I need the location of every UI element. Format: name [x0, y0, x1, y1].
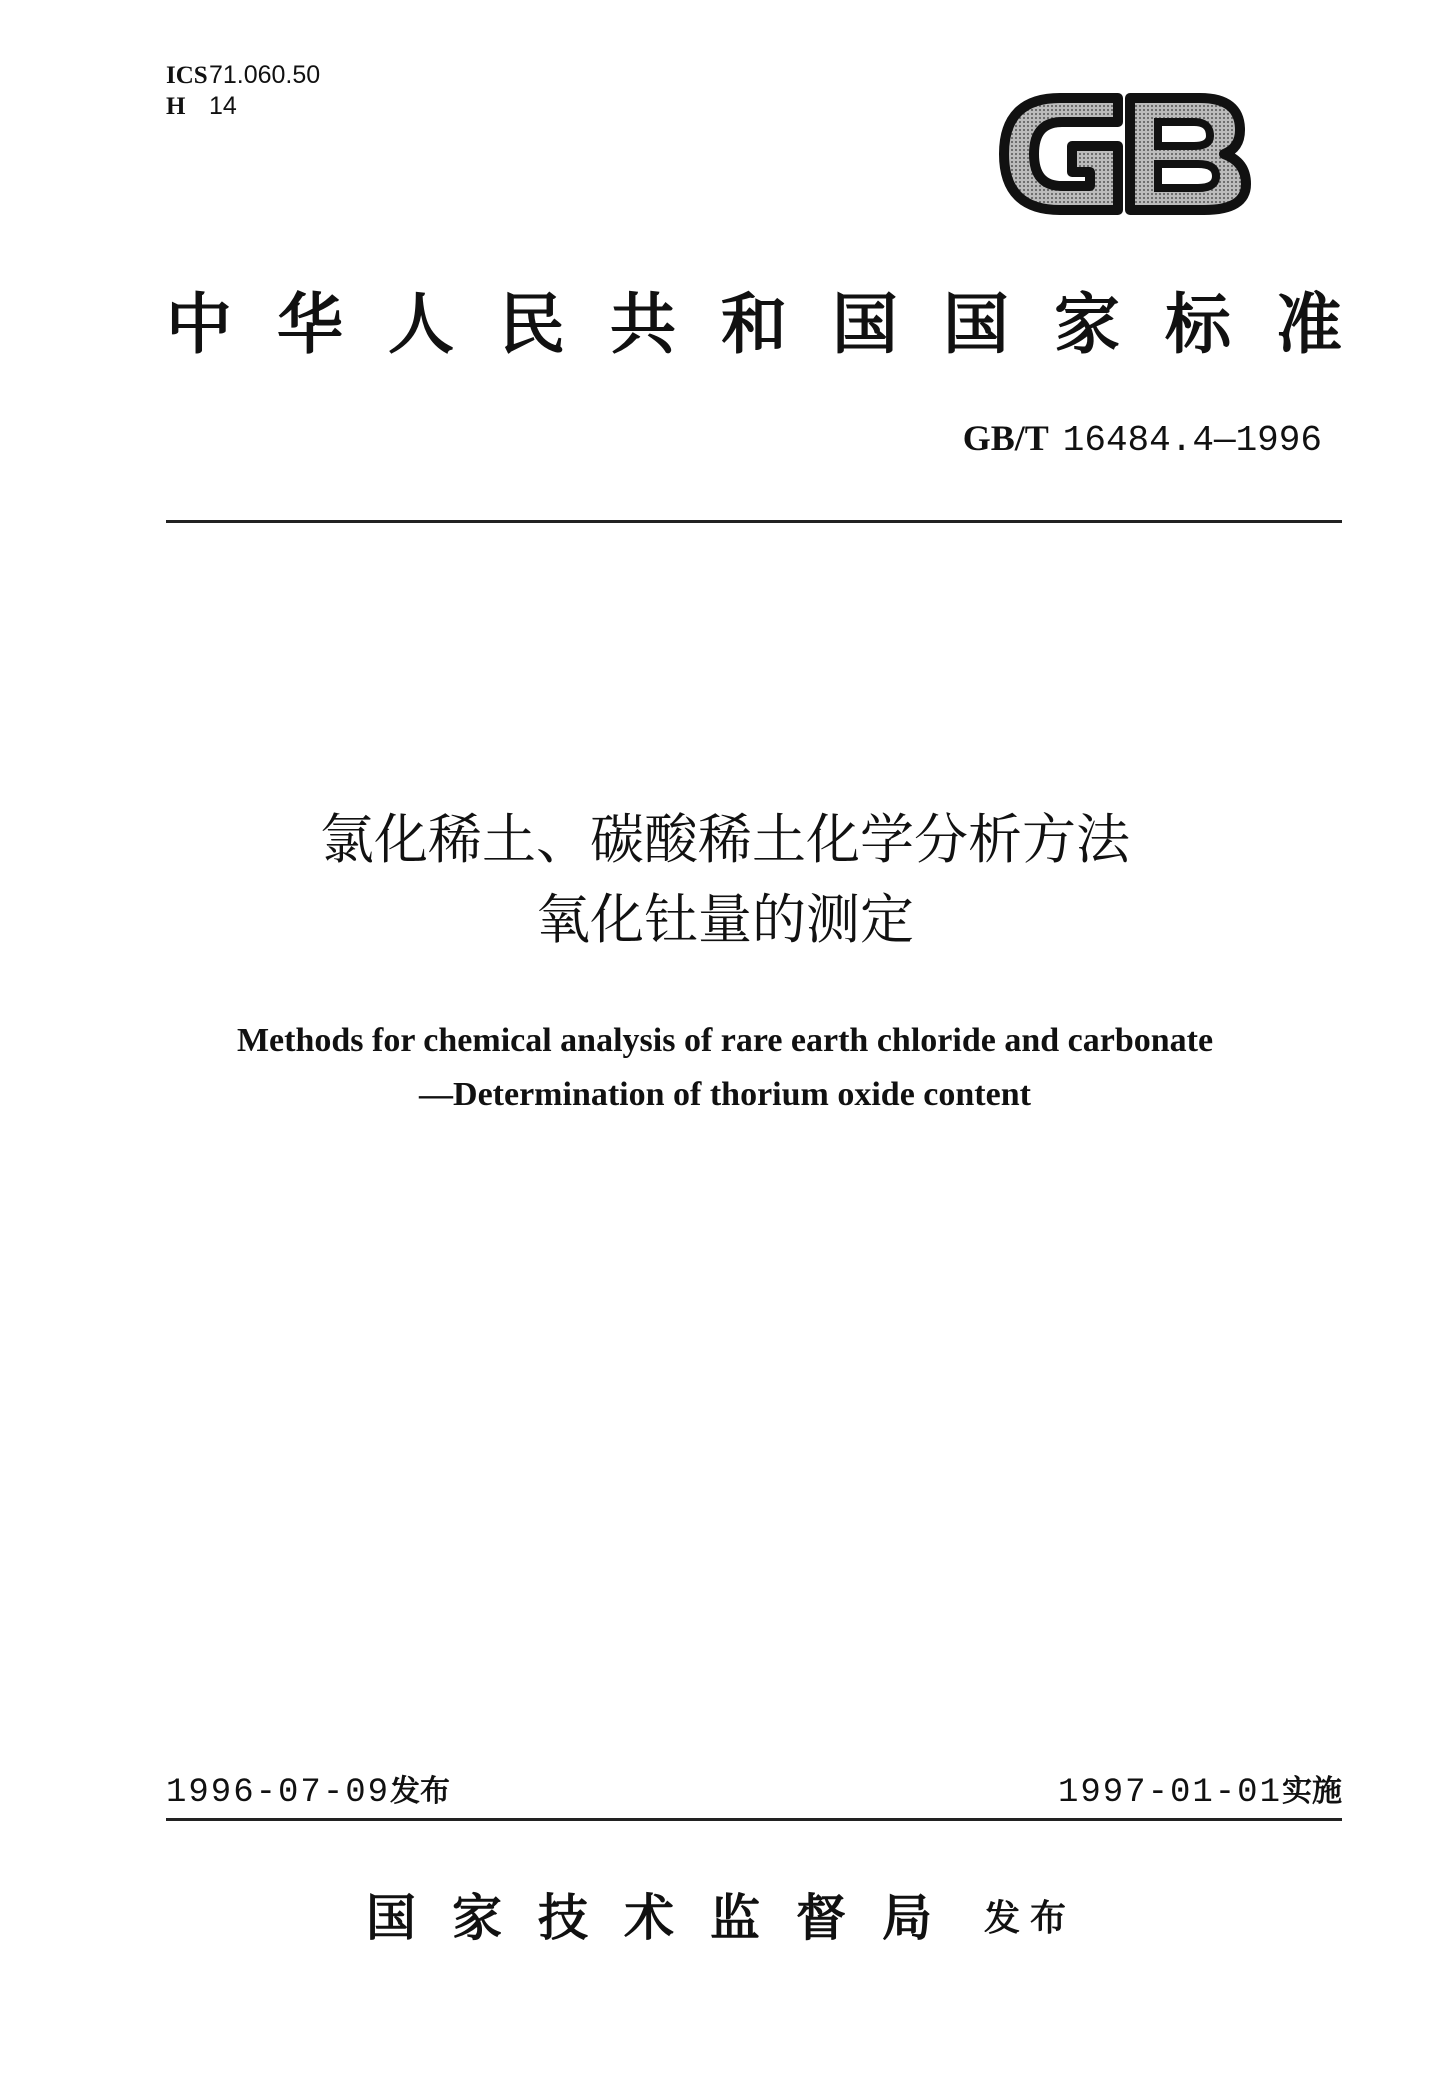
- ccs-label: H: [166, 93, 186, 120]
- english-title-line-2: —Determination of thorium oxide content: [419, 1076, 1031, 1113]
- heading-char: 国: [832, 285, 898, 363]
- english-title: [0, 1014, 1450, 1122]
- gb-logo: [990, 80, 1258, 228]
- chinese-title-line-2: 氧化钍量的测定: [536, 888, 914, 951]
- heading-char: 和: [721, 285, 787, 363]
- standard-number-value: 16484.4—1996: [1062, 420, 1322, 461]
- heading-char: 国: [943, 285, 1009, 363]
- issue-label: 发布: [390, 1774, 451, 1809]
- effective-date-block: [1058, 1770, 1342, 1813]
- heading-char: 华: [277, 285, 343, 363]
- standard-number-prefix: GB/T: [962, 418, 1049, 458]
- bottom-divider: [166, 1818, 1342, 1821]
- heading-char: 民: [499, 285, 565, 363]
- dates-row: [166, 1770, 1342, 1813]
- classification-codes: [166, 60, 320, 122]
- heading-char: 标: [1165, 285, 1231, 363]
- effective-label: 实施: [1282, 1774, 1342, 1809]
- gb-standard-logo-icon: [990, 80, 1258, 228]
- ics-line: [166, 60, 320, 91]
- heading-char: 准: [1276, 285, 1342, 363]
- publisher-line: [366, 1888, 1076, 1948]
- heading-char: 中: [166, 285, 232, 363]
- ics-label: ICS: [166, 62, 208, 89]
- publisher-action: 发布: [984, 1897, 1077, 1939]
- heading-char: 家: [1054, 285, 1120, 363]
- heading-char: 人: [388, 285, 454, 363]
- english-title-line-1: Methods for chemical analysis of rare earth chloride and carbonate: [236, 1022, 1214, 1059]
- standard-organization-heading: [166, 285, 1342, 363]
- issue-date: 1996-07-09: [166, 1774, 391, 1812]
- ics-code: 71.060.50: [208, 61, 321, 89]
- chinese-title: [0, 800, 1450, 960]
- standard-number: [963, 418, 1322, 461]
- publisher-organization: 国家技术监督局: [366, 1888, 968, 1947]
- heading-char: 共: [610, 285, 676, 363]
- issue-date-block: [166, 1770, 450, 1813]
- chinese-title-line-1: 氯化稀土、碳酸稀土化学分析方法: [320, 808, 1130, 871]
- top-divider: [166, 520, 1342, 523]
- effective-date: 1997-01-01: [1057, 1774, 1282, 1812]
- ccs-line: [166, 91, 320, 122]
- ccs-code: 14: [208, 92, 237, 120]
